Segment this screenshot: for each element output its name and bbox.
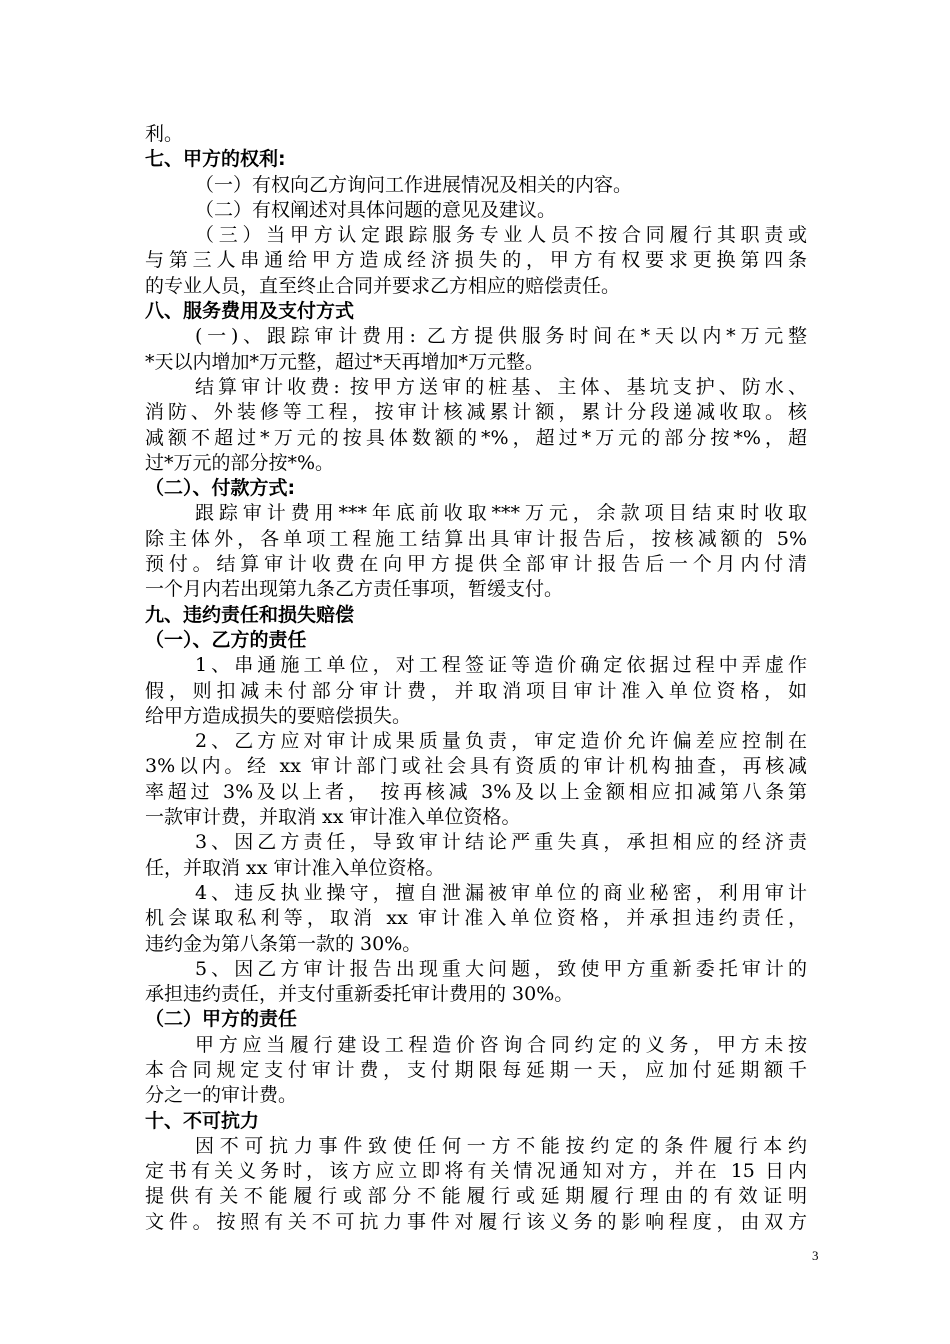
text-line: 因不可抗力事件致使任何一方不能按约定的条件履行本约 bbox=[195, 1134, 807, 1157]
section-heading: （二）、付款方式: bbox=[145, 477, 296, 500]
text-line: 减额不超过*万元的按具体数额的*%，超过*万元的部分按*%，超 bbox=[145, 426, 807, 449]
text-line: 提供有关不能履行或部分不能履行或延期履行理由的有效证明 bbox=[145, 1185, 807, 1208]
text-line: 假，则扣减未付部分审计费，并取消项目审计准入单位资格，如 bbox=[145, 679, 807, 702]
text-line: 一款审计费，并取消 xx 审计准入单位资格。 bbox=[145, 806, 521, 829]
contract-text-body bbox=[145, 122, 807, 1235]
text-line: 承担违约责任，并支付重新委托审计费用的 30%。 bbox=[145, 983, 574, 1006]
text-line: 利。 bbox=[145, 123, 184, 145]
text-line: 分之一的审计费。 bbox=[145, 1084, 298, 1107]
text-line: （一）有权向乙方询问工作进展情况及相关的内容。 bbox=[195, 173, 633, 196]
section-heading: 九、违约责任和损失赔偿 bbox=[145, 603, 355, 626]
text-line: 过*万元的部分按*%。 bbox=[145, 451, 335, 474]
text-line: 的专业人员，直至终止合同并要求乙方相应的赔偿责任。 bbox=[145, 274, 621, 297]
section-heading: （一）、乙方的责任 bbox=[145, 628, 307, 651]
section-heading: 十、不可抗力 bbox=[145, 1109, 260, 1132]
text-line: (一)、跟踪审计费用: 乙方提供服务时间在*天以内*万元整 bbox=[195, 325, 807, 348]
text-line: 一个月内若出现第九条乙方责任事项，暂缓支付。 bbox=[145, 578, 564, 601]
section-heading: （二）甲方的责任 bbox=[145, 1008, 298, 1031]
text-line: *天以内增加*万元整，超过*天再增加*万元整。 bbox=[145, 350, 545, 373]
text-line: 甲方应当履行建设工程造价咨询合同约定的义务，甲方未按 bbox=[195, 1033, 807, 1056]
text-line: 结算审计收费: 按甲方送审的桩基、主体、基坑支护、防水、 bbox=[195, 375, 807, 398]
text-line: 本合同规定支付审计费，支付期限每延期一天，应加付延期额千 bbox=[145, 1058, 807, 1081]
text-line: 率超过 3%及以上者， 按再核减 3%及以上金额相应扣减第八条第 bbox=[145, 780, 807, 803]
text-line: 违约金为第八条第一款的 30%。 bbox=[145, 932, 422, 955]
text-line: 机会谋取私利等，取消 xx 审计准入单位资格，并承担违约责任， bbox=[145, 907, 807, 930]
text-line: 3%以内。经 xx 审计部门或社会具有资质的审计机构抽查，再核减 bbox=[145, 755, 807, 778]
text-line: （三）当甲方认定跟踪服务专业人员不按合同履行其职责或 bbox=[195, 224, 807, 247]
text-line: （二）有权阐述对具体问题的意见及建议。 bbox=[195, 198, 557, 221]
section-heading: 七、甲方的权利: bbox=[145, 148, 286, 171]
section-heading: 八、服务费用及支付方式 bbox=[145, 300, 355, 323]
text-line: 预付。结算审计收费在向甲方提供全部审计报告后一个月内付清 bbox=[145, 553, 807, 576]
text-line: 1、串通施工单位，对工程签证等造价确定依据过程中弄虚作 bbox=[195, 654, 807, 677]
text-line: 跟踪审计费用***年底前收取***万元，余款项目结束时收取 bbox=[195, 502, 807, 525]
text-line: 3、因乙方责任，导致审计结论严重失真，承担相应的经济责 bbox=[195, 831, 807, 854]
text-line: 给甲方造成损失的要赔偿损失。 bbox=[145, 704, 412, 727]
text-line: 文件。按照有关不可抗力事件对履行该义务的影响程度，由双方 bbox=[145, 1210, 807, 1233]
text-line: 2、乙方应对审计成果质量负责，审定造价允许偏差应控制在 bbox=[195, 730, 807, 753]
text-line: 任，并取消 xx 审计准入单位资格。 bbox=[145, 856, 445, 879]
text-line: 与第三人串通给甲方造成经济损失的，甲方有权要求更换第四条 bbox=[145, 249, 807, 272]
text-line: 定书有关义务时，该方应立即将有关情况通知对方，并在 15 日内 bbox=[145, 1160, 807, 1183]
text-line: 5、因乙方审计报告出现重大问题，致使甲方重新委托审计的 bbox=[195, 957, 807, 980]
page-number: 3 bbox=[812, 1248, 819, 1263]
text-line: 除主体外，各单项工程施工结算出具审计报告后，按核减额的 5% bbox=[145, 527, 807, 550]
text-line: 消防、外装修等工程，按审计核减累计额，累计分段递减收取。核 bbox=[145, 401, 807, 424]
text-line: 4、违反执业操守，擅自泄漏被审单位的商业秘密，利用审计 bbox=[195, 881, 807, 904]
